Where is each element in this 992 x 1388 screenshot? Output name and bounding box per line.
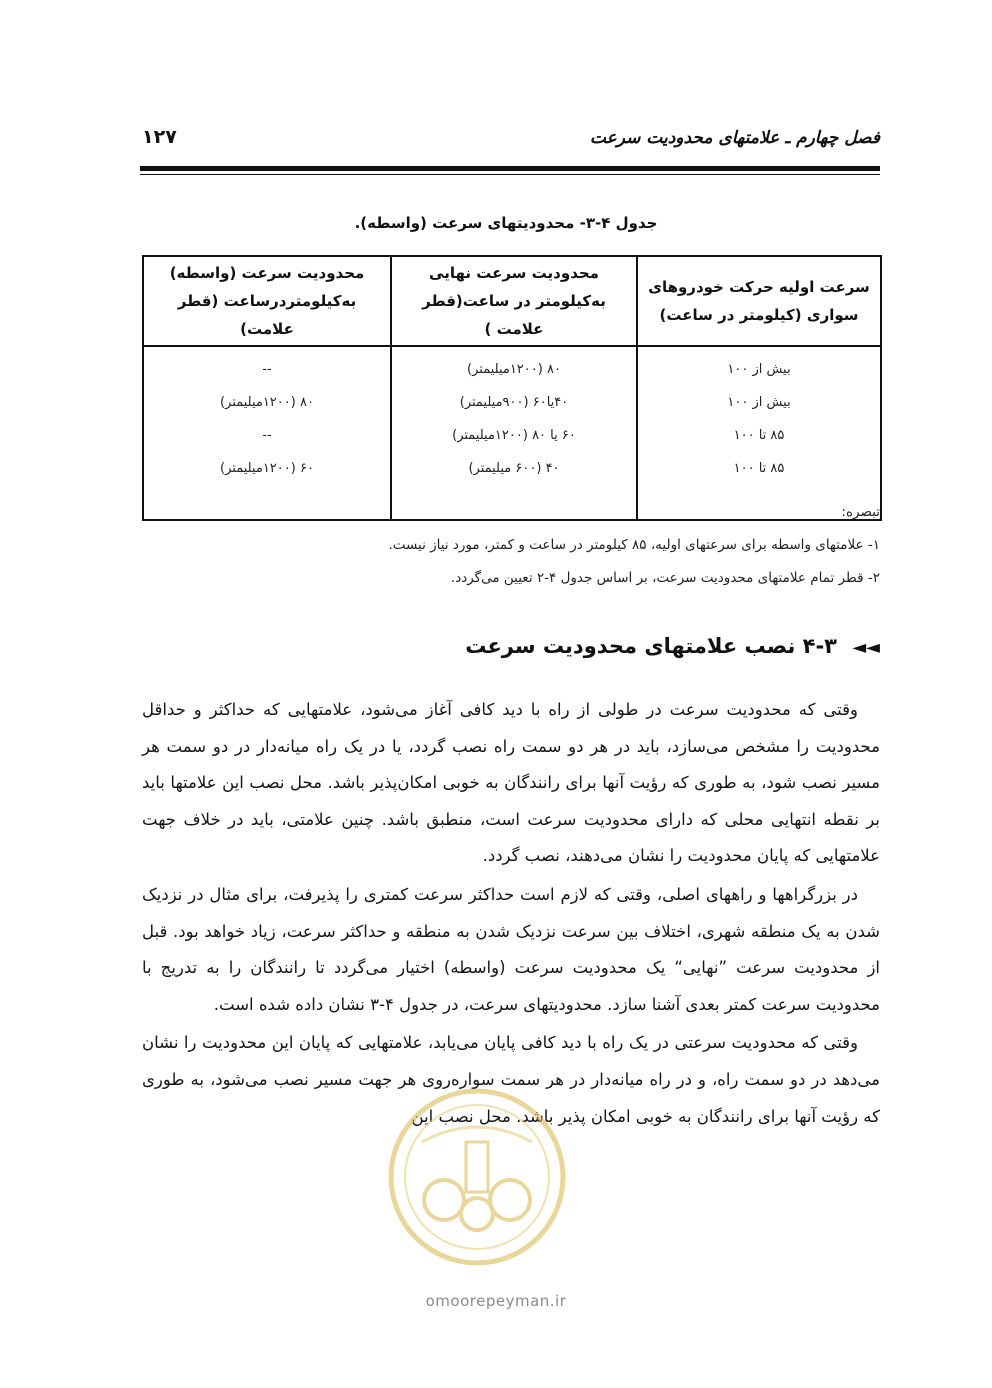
header-initial-speed: سرعت اولیه حرکت خودروهای سواری (کیلومتر در ساعت) [637,256,881,346]
note-item: ۲- قطر تمام علامتهای محدودیت سرعت، بر اساس جدول ۴-۲ تعیین می‌گردد. [450,570,880,586]
paragraph: وقتی که محدودیت سرعت در طولی از راه با دید کافی آغاز می‌شود، علامتهایی که حداکثر و حداقل محدودیت را مشخص می‌سازد، باید در هر دو سمت راه نصب گردد، یا در یک راه میانه‌دار در دو سمت هر مسیر نصب شود، به طوری که رؤیت آنها برای رانندگان به خوبی امکان‌پذیر باشد. محل نصب این علامتها باید بر نقطه انتهایی محلی که دارای محدودیت سرعت است، منطبق باشد. چنین علامتی، باید در خلاف جهت علامتهایی که پایان محدودیت را نشان می‌دهند، نصب گردد. [142,700,880,866]
header-rule-thick [140,166,880,171]
table-cell: ۸۵ تا ۱۰۰ [637,419,881,452]
section-heading [465,634,880,658]
table-cell: ۴۰ (۶۰۰ میلیمتر) [391,452,637,485]
table-row [143,452,881,485]
section-title: ۴-۳ نصب علامتهای محدودیت سرعت [465,634,837,658]
header-intermediate-limit: محدودیت سرعت (واسطه) به‌کیلومتردرساعت (قطر علامت) [143,256,391,346]
speed-limit-table [142,255,882,521]
table-cell: بیش از ۱۰۰ [637,386,881,419]
table-cell: بیش از ۱۰۰ [637,346,881,386]
table-notes [140,496,880,595]
header-rule-thin [140,174,880,175]
page-number: ۱۲۷ [142,126,177,148]
double-arrow-icon: ◄◄ [852,637,880,658]
notes-label: تبصره: [841,504,880,520]
table-cell: -- [143,346,391,386]
paragraph: وقتی که محدودیت سرعتی در یک راه با دید کافی پایان می‌یابد، علامتهایی که پایان این محدودیت را نشان می‌دهد در دو سمت راه، و در راه میانه‌دار در هر سمت سواره‌روی هر جهت مسیر نصب می‌شود، به طوری که رؤیت آنها برای رانندگان به خوبی امکان پذیر باشد. محل نصب این [142,1033,880,1126]
table-cell: -- [143,419,391,452]
paragraph: در بزرگراهها و راههای اصلی، وقتی که لازم است حداکثر سرعت کمتری را پذیرفت، برای مثال در نزدیک شدن به یک منطقه شهری، اختلاف بین سرعت نزدیک شدن به منطقه و حداکثر سرعت، زیاد خواهد بود. قبل از محدودیت سرعت ”نهایی“ یک محدودیت سرعت (واسطه) اختیار می‌گردد تا رانندگان را به تدریج با محدودیت سرعت کمتر بعدی آشنا سازد. محدودیتهای سرعت، در جدول ۴-۳ نشان داده شده است. [142,884,880,1014]
watermark-site: omoorepeyman.ir [425,1292,567,1310]
chapter-title: فصل چهارم ـ علامتهای محدودیت سرعت [589,128,880,148]
table-row [143,386,881,419]
body-text [142,692,880,1137]
table-cell: ۶۰ (۱۲۰۰میلیمتر) [143,452,391,485]
table-cell: ۴۰یا۶۰ (۹۰۰میلیمتر) [391,386,637,419]
table-cell: ۸۰ (۱۲۰۰میلیمتر) [391,346,637,386]
table-row [143,346,881,386]
header-final-limit: محدودیت سرعت نهایی به‌کیلومتر در ساعت(قطر علامت ) [391,256,637,346]
table-cell: ۶۰ یا ۸۰ (۱۲۰۰میلیمتر) [391,419,637,452]
table-cell: ۸۰ (۱۲۰۰میلیمتر) [143,386,391,419]
table-cell: ۸۵ تا ۱۰۰ [637,452,881,485]
table-row [143,419,881,452]
table-header-row [143,256,881,346]
table-caption: جدول ۴-۳- محدودیتهای سرعت (واسطه). [354,214,658,232]
note-item: ۱- علامتهای واسطه برای سرعتهای اولیه، ۸۵ کیلومتر در ساعت و کمتر، مورد نیاز نیست. [388,537,880,553]
